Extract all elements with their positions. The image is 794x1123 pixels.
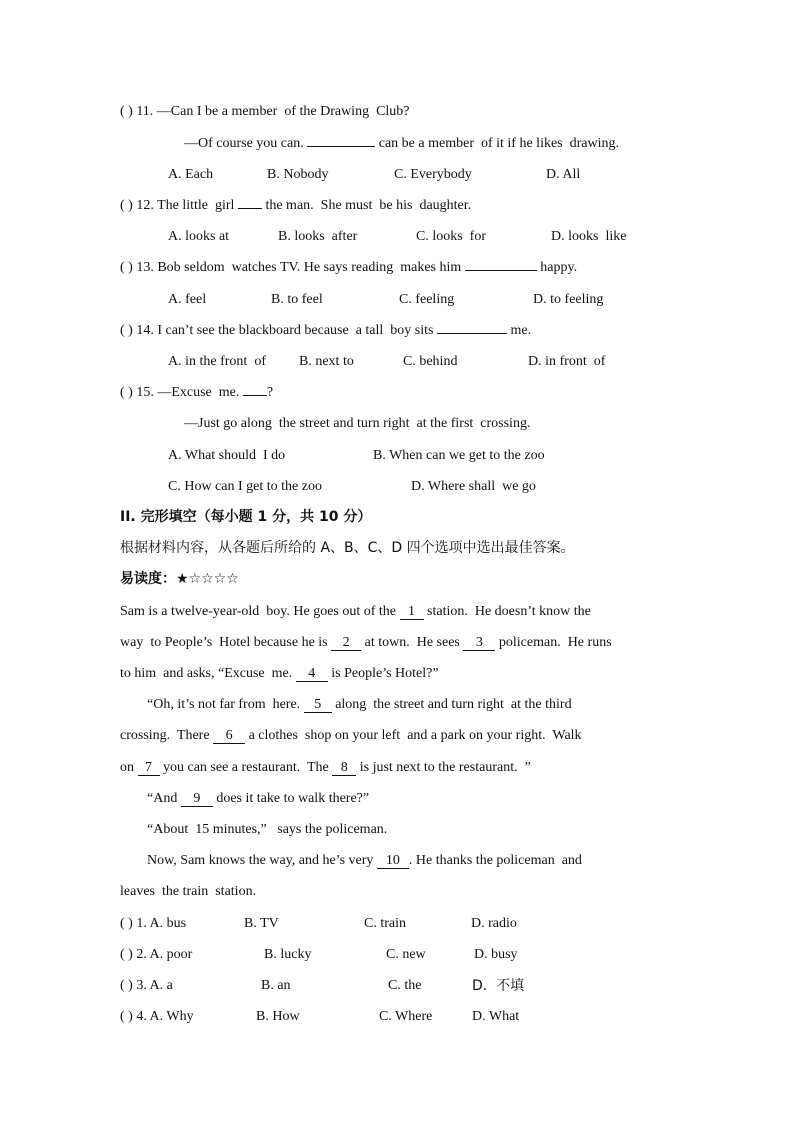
q12-blank	[238, 208, 262, 209]
answer-number-and-a: ( ) 2. A. poor	[120, 947, 193, 962]
option-b: B. an	[261, 978, 291, 993]
passage-blank-3: 3	[463, 636, 495, 651]
passage-text: Now, Sam knows the way, and he’s very	[147, 853, 377, 868]
passage-blank-8: 8	[332, 761, 356, 776]
passage-line	[120, 604, 591, 620]
question-15-answer-line: —Just go along the street and turn right at the first crossing.	[184, 416, 531, 431]
option-b: B. Nobody	[267, 167, 329, 182]
passage-text: does it take to walk there?”	[212, 791, 370, 806]
option-a: A. in the front of	[168, 354, 266, 369]
passage-text: way to People’s Hotel because he is	[120, 635, 332, 650]
passage-line	[120, 666, 439, 682]
option-d: D. to feeling	[533, 292, 604, 307]
q14-text-a: ( ) 14. I can’t see the blackboard because a tall boy sits	[120, 323, 437, 338]
option-c: C. train	[364, 916, 406, 931]
option-b: B. to feel	[271, 292, 323, 307]
q14-text-b: me.	[506, 323, 532, 338]
q14-blank	[437, 333, 507, 334]
option-b: B. lucky	[264, 947, 312, 962]
section-instruction: 根据材料内容，从各题后所给的 A、B、C、D 四个选项中选出最佳答案。	[120, 540, 575, 556]
question-13-stem	[120, 260, 577, 276]
section-heading: II. 完形填空（每小题 1 分，共 10 分）	[120, 509, 372, 525]
option-d: D. 不填	[472, 978, 525, 994]
option-d: D. busy	[474, 947, 518, 962]
option-a: A. feel	[168, 292, 207, 307]
q11-text-a: —Of course you can.	[184, 136, 304, 151]
option-d: D. What	[472, 1009, 520, 1024]
option-b: B. When can we get to the zoo	[373, 448, 545, 463]
option-d: D. in front of	[528, 354, 606, 369]
option-c: C. Everybody	[394, 167, 472, 182]
option-a: A. What should I do	[168, 448, 286, 463]
option-c: C. looks for	[416, 229, 486, 244]
option-d: D. radio	[471, 916, 517, 931]
q12-text-b: the man. She must be his daughter.	[261, 198, 472, 213]
option-a: A. looks at	[168, 229, 230, 244]
passage-text: is People’s Hotel?”	[327, 666, 439, 681]
difficulty-rating	[120, 571, 239, 587]
option-b: B. looks after	[278, 229, 358, 244]
option-a: A. Each	[168, 167, 214, 182]
q15-text-b: ?	[266, 385, 274, 400]
q12-text-a: ( ) 12. The little girl	[120, 198, 238, 213]
passage-line	[147, 853, 582, 869]
option-c: C. new	[386, 947, 426, 962]
passage-text: policeman. He runs	[495, 635, 612, 650]
question-14-stem	[120, 323, 531, 339]
passage-blank-7: 7	[138, 761, 160, 776]
q11-text-b: can be a member of it if he likes drawing.	[375, 136, 619, 151]
difficulty-label: 易读度：	[120, 571, 176, 587]
option-d: D. All	[546, 167, 581, 182]
question-11-stem: ( ) 11. —Can I be a member of the Drawing Club?	[120, 104, 410, 119]
q15-blank	[243, 395, 267, 396]
passage-text: you can see a restaurant. The	[159, 760, 333, 775]
option-d: D. Where shall we go	[411, 479, 536, 494]
passage-line: “About 15 minutes,” says the policeman.	[147, 822, 388, 837]
passage-text: crossing. There	[120, 728, 214, 743]
passage-blank-9: 9	[181, 792, 213, 807]
passage-blank-5: 5	[304, 698, 332, 713]
passage-text: at town. He sees	[361, 635, 464, 650]
passage-text: . He thanks the policeman and	[408, 853, 582, 868]
passage-line	[147, 697, 572, 713]
passage-text: “And	[147, 791, 181, 806]
star-rating-icon: ★☆☆☆☆	[176, 571, 239, 587]
passage-blank-6: 6	[213, 729, 245, 744]
option-b: B. TV	[244, 916, 279, 931]
answer-number-and-a: ( ) 3. A. a	[120, 978, 173, 993]
passage-line	[120, 760, 531, 776]
option-c: C. behind	[403, 354, 458, 369]
passage-text: “Oh, it’s not far from here.	[147, 697, 304, 712]
passage-text: station. He doesn’t know the	[423, 604, 591, 619]
option-c: C. the	[388, 978, 422, 993]
q11-blank	[307, 146, 375, 147]
question-11-answer-line	[184, 136, 619, 152]
option-b: B. next to	[299, 354, 354, 369]
option-c: C. feeling	[399, 292, 455, 307]
question-12-stem	[120, 198, 471, 214]
option-b: B. How	[256, 1009, 300, 1024]
passage-text: is just next to the restaurant. ”	[356, 760, 531, 775]
passage-blank-10: 10	[377, 854, 409, 869]
passage-blank-2: 2	[331, 636, 361, 651]
q15-text-a: ( ) 15. —Excuse me.	[120, 385, 243, 400]
passage-text: along the street and turn right at the third	[331, 697, 572, 712]
passage-text: a clothes shop on your left and a park on your right. Walk	[245, 728, 582, 743]
passage-line	[120, 728, 582, 744]
passage-line: leaves the train station.	[120, 884, 257, 899]
passage-blank-1: 1	[400, 605, 424, 620]
passage-line	[120, 635, 612, 651]
answer-number-and-a: ( ) 4. A. Why	[120, 1009, 194, 1024]
option-c: C. How can I get to the zoo	[168, 479, 322, 494]
option-c: C. Where	[379, 1009, 433, 1024]
passage-text: to him and asks, “Excuse me.	[120, 666, 296, 681]
passage-blank-4: 4	[296, 667, 328, 682]
answer-number-and-a: ( ) 1. A. bus	[120, 916, 187, 931]
option-d: D. looks like	[551, 229, 627, 244]
passage-line	[147, 791, 369, 807]
passage-text: on	[120, 760, 138, 775]
question-15-stem	[120, 385, 273, 401]
passage-text: Sam is a twelve-year-old boy. He goes out of the	[120, 604, 400, 619]
q13-text-a: ( ) 13. Bob seldom watches TV. He says reading makes him	[120, 260, 465, 275]
q13-text-b: happy.	[536, 260, 578, 275]
q13-blank	[465, 270, 537, 271]
